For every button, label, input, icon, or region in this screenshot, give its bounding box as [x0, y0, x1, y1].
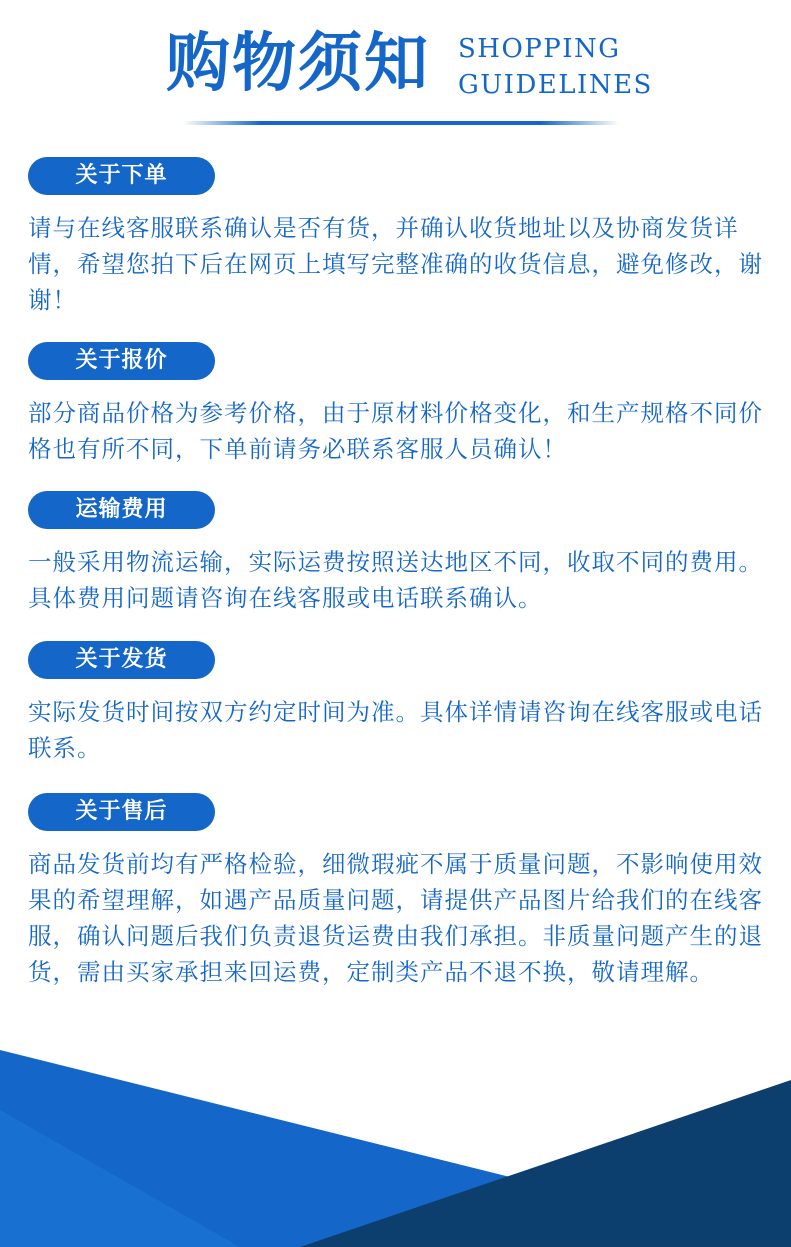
section-heading-delivery: 关于发货: [28, 641, 215, 679]
section-ordering: [28, 157, 763, 318]
section-text-ordering: 请与在线客服联系确认是否有货，并确认收货地址以及协商发货详情，希望您拍下后在网页上填写完整准确的收货信息，避免修改，谢谢！: [28, 214, 763, 314]
section-heading-ordering: 关于下单: [28, 157, 215, 195]
page-header: [0, 0, 791, 140]
section-shipping-cost: [28, 491, 763, 616]
footer-decoration: [0, 1050, 791, 1247]
section-heading-shipping-cost: 运输费用: [28, 491, 215, 529]
section-text-after-sales: 商品发货前均有严格检验，细微瑕疵不属于质量问题，不影响使用效果的希望理解，如遇产品质量问题，请提供产品图片给我们的在线客服，确认问题后我们负责退货运费由我们承担。非质量问题产生的退货，需由买家承担来回运费，定制类产品不退不换，敬请理解。: [28, 850, 763, 986]
page-title: 购物须知: [166, 27, 430, 101]
section-pricing: [28, 342, 763, 467]
section-text-pricing: 部分商品价格为参考价格，由于原材料价格变化，和生产规格不同价格也有所不同，下单前请务必联系客服人员确认！: [28, 399, 763, 463]
section-text-shipping-cost: 一般采用物流运输，实际运费按照送达地区不同，收取不同的费用。具体费用问题请咨询在线客服或电话联系确认。: [28, 548, 763, 612]
subtitle-line-2: GUIDELINES: [458, 70, 653, 100]
section-heading-after-sales: 关于售后: [28, 793, 215, 831]
subtitle-line-1: SHOPPING: [458, 34, 621, 64]
section-after-sales: [28, 793, 763, 990]
section-text-delivery: 实际发货时间按双方约定时间为准。具体详情请咨询在线客服或电话联系。: [28, 698, 763, 762]
section-delivery: [28, 641, 763, 766]
header-divider: [183, 121, 619, 125]
page-subtitle: [458, 31, 653, 103]
section-heading-pricing: 关于报价: [28, 342, 215, 380]
